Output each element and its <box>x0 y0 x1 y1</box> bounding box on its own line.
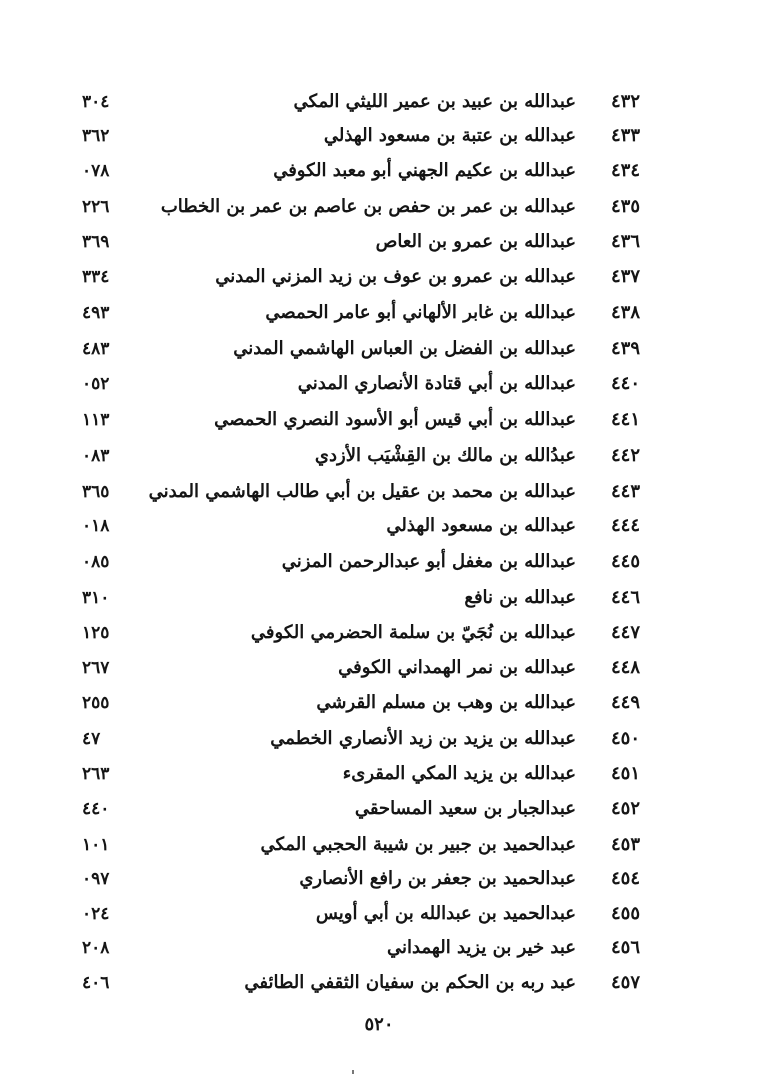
entry-name: عبدالله بن غابر الألهاني أبو عامر الحمصي <box>265 302 576 323</box>
entry-page-ref: ٠٥٢ <box>82 374 110 394</box>
entry-name: عبدُالله بن مالك بن القِشْيَب الأزدي <box>314 445 576 466</box>
entry-number: ٤٤٢ <box>610 445 640 466</box>
entry-name: عبدالله بن عبيد بن عمير الليثي المكي <box>293 91 576 112</box>
entry-number: ٤٥٣ <box>610 834 640 855</box>
entry-page-ref: ٠٨٣ <box>82 446 110 466</box>
entry-number: ٤٣٨ <box>610 302 640 323</box>
index-entry <box>0 87 758 117</box>
entry-number: ٤٣٩ <box>610 338 640 359</box>
entry-number: ٤٣٣ <box>610 125 640 146</box>
entry-number: ٤٥٥ <box>610 903 640 924</box>
entry-name: عبدالله بن عتبة بن مسعود الهذلي <box>323 125 576 146</box>
index-entry <box>0 298 758 328</box>
index-entry <box>0 227 758 257</box>
index-entry <box>0 156 758 186</box>
entry-number: ٤٣٦ <box>610 231 640 252</box>
entry-number: ٤٤١ <box>610 409 640 430</box>
entry-name: عبدالحميد بن جبير بن شيبة الحجبي المكي <box>260 834 576 855</box>
entry-name: عبدالله بن نمر الهمداني الكوفي <box>338 657 576 678</box>
index-entry <box>0 441 758 471</box>
entry-page-ref: ١٢٥ <box>82 623 110 643</box>
entry-page-ref: ٣٦٥ <box>82 482 110 502</box>
index-entry <box>0 968 758 998</box>
entry-name: عبدالله بن الفضل بن العباس الهاشمي المدني <box>233 338 576 359</box>
page-number: ٥٢٠ <box>364 1014 394 1035</box>
entry-name: عبدالحميد بن عبدالله بن أبي أويس <box>315 903 576 924</box>
entry-number: ٤٤٨ <box>610 657 640 678</box>
index-entry <box>0 830 758 860</box>
entry-page-ref: ٠٧٨ <box>82 161 110 181</box>
entry-page-ref: ٤٤٠ <box>82 799 110 819</box>
entry-page-ref: ١٠١ <box>82 835 110 855</box>
index-entry <box>0 511 758 541</box>
entry-page-ref: ٠١٨ <box>82 516 110 536</box>
entry-number: ٤٤٣ <box>610 481 640 502</box>
entry-name: عبدالحميد بن جعفر بن رافع الأنصاري <box>299 868 576 889</box>
entry-number: ٤٥٠ <box>610 728 640 749</box>
entry-page-ref: ٢٦٣ <box>82 764 110 784</box>
entry-number: ٤٣٥ <box>610 196 640 217</box>
entry-number: ٤٥١ <box>610 763 640 784</box>
entry-name: عبدالله بن محمد بن عقيل بن أبي طالب الهاشمي المدني <box>148 481 576 502</box>
entry-name: عبد خير بن يزيد الهمداني <box>387 937 576 958</box>
entry-page-ref: ٣٠٤ <box>82 92 110 112</box>
entry-page-ref: ٤٩٣ <box>82 303 110 323</box>
index-entry <box>0 618 758 648</box>
entry-number: ٤٤٥ <box>610 551 640 572</box>
index-entry <box>0 121 758 151</box>
entry-number: ٤٤٩ <box>610 692 640 713</box>
entry-name: عبدالله بن نُجَيّ بن سلمة الحضرمي الكوفي <box>250 622 576 643</box>
index-entry <box>0 724 758 754</box>
entry-page-ref: ٤٧ <box>82 729 101 749</box>
entry-name: عبدالله بن أبي قتادة الأنصاري المدني <box>297 373 576 394</box>
entry-number: ٤٣٧ <box>610 266 640 287</box>
entry-page-ref: ٤٨٣ <box>82 339 110 359</box>
entry-number: ٤٣٢ <box>610 91 640 112</box>
entry-name: عبدالله بن مسعود الهذلي <box>386 515 576 536</box>
entry-number: ٤٥٦ <box>610 937 640 958</box>
entry-page-ref: ٠٢٤ <box>82 904 110 924</box>
entry-page-ref: ٣٦٢ <box>82 126 110 146</box>
index-entry <box>0 405 758 435</box>
entry-page-ref: ٠٩٧ <box>82 869 110 889</box>
entry-name: عبدالله بن يزيد بن زيد الأنصاري الخطمي <box>270 728 576 749</box>
index-entry <box>0 262 758 292</box>
entry-page-ref: ٣٣٤ <box>82 267 110 287</box>
entry-page-ref: ٢٥٥ <box>82 693 110 713</box>
index-entry <box>0 334 758 364</box>
index-entry <box>0 192 758 222</box>
entry-page-ref: ٤٠٦ <box>82 973 110 993</box>
entry-number: ٤٥٧ <box>610 972 640 993</box>
index-entry <box>0 794 758 824</box>
index-entry <box>0 653 758 683</box>
index-entry <box>0 583 758 613</box>
index-entry <box>0 477 758 507</box>
entry-name: عبدالله بن عمر بن حفص بن عاصم بن عمر بن الخطاب <box>160 196 576 217</box>
index-entry <box>0 688 758 718</box>
index-entry <box>0 899 758 929</box>
entry-page-ref: ٠٨٥ <box>82 552 110 572</box>
entry-number: ٤٥٤ <box>610 868 640 889</box>
entry-number: ٤٤٧ <box>610 622 640 643</box>
entry-page-ref: ٢٢٦ <box>82 197 110 217</box>
entry-number: ٤٤٦ <box>610 587 640 608</box>
entry-number: ٤٤٤ <box>610 515 640 536</box>
entry-name: عبدالله بن عكيم الجهني أبو معبد الكوفي <box>273 160 576 181</box>
entry-name: عبدالجبار بن سعيد المساحقي <box>354 798 576 819</box>
entry-page-ref: ١١٣ <box>82 410 110 430</box>
entry-page-ref: ٢٠٨ <box>82 938 110 958</box>
index-entry <box>0 933 758 963</box>
scan-speck <box>352 1070 354 1074</box>
entry-name: عبدالله بن يزيد المكي المقرىء <box>342 763 576 784</box>
entry-name: عبدالله بن مغفل أبو عبدالرحمن المزني <box>281 551 576 572</box>
entry-number: ٤٤٠ <box>610 373 640 394</box>
entry-name: عبدالله بن وهب بن مسلم القرشي <box>316 692 576 713</box>
index-entry <box>0 864 758 894</box>
entry-name: عبدالله بن عمرو بن عوف بن زيد المزني المدني <box>215 266 576 287</box>
entry-page-ref: ٣٦٩ <box>82 232 110 252</box>
entry-number: ٤٥٢ <box>610 798 640 819</box>
entry-name: عبدالله بن عمرو بن العاص <box>375 231 576 252</box>
entry-number: ٤٣٤ <box>610 160 640 181</box>
entry-page-ref: ٢٦٧ <box>82 658 110 678</box>
index-entry <box>0 547 758 577</box>
entry-page-ref: ٣١٠ <box>82 588 110 608</box>
entry-name: عبدالله بن أبي قيس أبو الأسود النصري الحمصي <box>214 409 576 430</box>
entry-name: عبد ربه بن الحكم بن سفيان الثقفي الطائفي <box>244 972 576 993</box>
entry-name: عبدالله بن نافع <box>464 587 576 608</box>
index-entry <box>0 369 758 399</box>
index-entry <box>0 759 758 789</box>
